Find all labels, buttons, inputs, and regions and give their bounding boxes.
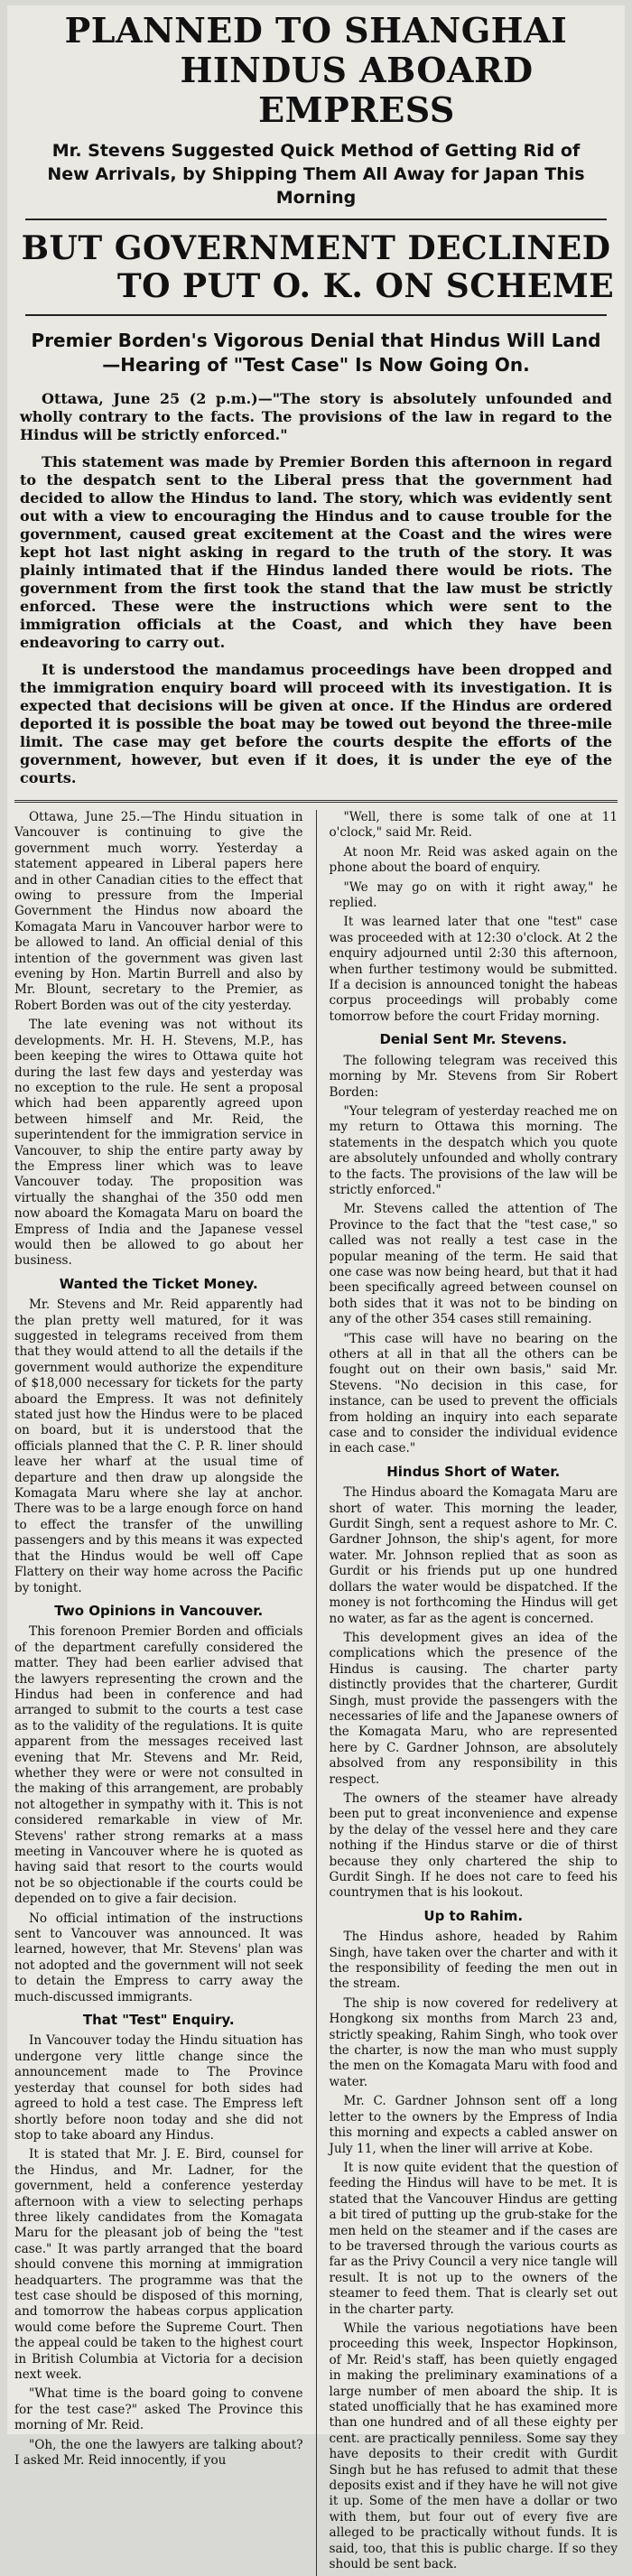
paragraph: It is now quite evident that the question of feeding the Hindus will have to be met. It is stated that the Vancouver Hindus are getting a bit tired of putting up the grub-stake for the men held on the steamer and if the cases are to be traversed through the various courts as far as the Privy Council a very nice tangle will result. It is not up to the owners of the steamer to feed them. That is clearly set out in the charter party. [329, 2160, 618, 2317]
column-left [14, 810, 303, 2576]
subhead: That "Test" Enquiry. [82, 2012, 235, 2029]
column-divider [316, 810, 317, 2576]
paragraph: This forenoon Premier Borden and officials of the department carefully considered the matter. They had been earlier advised that the lawyers representing the crown and the Hindus had been in conference and had arranged to submit to the courts a test case as to the validity of the regulations. It is quite apparent from the messages received last evening that Mr. Stevens and Mr. Reid, whether they were or were not consulted in the making of this arrangement, are probably not altogether in sympathy with it. This is not considered remarkable in view of Mr. Stevens' rather strong remarks at a mass meeting in Vancouver where he is quoted as having said that resort to the courts would not be so objectionable if the courts could be depended on to give a fair decision. [14, 1624, 303, 1907]
paragraph: This development gives an idea of the complications which the presence of the Hindus is causing. The charter party distinctly provides that the charterer, Gurdit Singh, must provide the passengers with the necessaries of life and the Japanese owners of the Komagata Maru, who are represented here by C. Gardner Johnson, are absolutely absolved from any responsibility in this respect. [329, 1630, 618, 1787]
paragraph: "What time is the board going to convene for the test case?" asked The Province this morning of Mr. Reid. [14, 2386, 303, 2433]
headline-4: TO PUT O. K. ON SCHEME [116, 267, 615, 305]
article-columns [14, 800, 618, 2576]
paragraph: "Your telegram of yesterday reached me on my return to Ottawa this morning. The statements in the despatch which you quote are absolutely unfounded and wholly contrary to the facts. The provisions of the law will be strictly enforced." [329, 1103, 618, 1197]
paragraph: No official intimation of the instructions sent to Vancouver was announced. It was learned, however, that Mr. Stevens' plan was not adopted and the government will not seek to detain the Empress to carry away the much-discussed immigrants. [14, 1911, 303, 2004]
lead-story [20, 390, 612, 787]
paragraph: At noon Mr. Reid was asked again on the phone about the board of enquiry. [329, 844, 618, 876]
paragraph: "We may go on with it right away," he replied. [329, 879, 618, 911]
paragraph: Ottawa, June 25.—The Hindu situation in Vancouver is continuing to give the government much worry. Yesterday a statement appeared in Liberal papers here and in other Canadian cities to the effect that owing to pressure from the Imperial Government the Hindus now aboard the Komagata Maru in Vancouver harbor were to be allowed to land. An official denial of this intention of the government was given last evening by Hon. Martin Burrell and also by Mr. Blount, secretary to the Premier, as Robert Borden was out of the city yesterday. [14, 810, 303, 1013]
column-right [330, 810, 618, 2576]
rule-1 [25, 219, 607, 220]
subhead: Denial Sent Mr. Stevens. [379, 1031, 567, 1048]
deck-1: Mr. Stevens Suggested Quick Method of Getting Rid of New Arrivals, by Shipping Them All Away for Japan This Morning [47, 141, 585, 208]
paragraph: Mr. Stevens and Mr. Reid apparently had the plan pretty well matured, for it was suggested in telegrams received from them that they would attend to all the details if the government would authorize the expenditure of $18,000 necessary for tickets for the party aboard the Empress. It was not definitely stated just how the Hindus were to be placed on board, but it is understood that the officials planned that the C. P. R. liner should leave her wharf at the usual time of departure and then draw up alongside the Komagata Maru where she lay at anchor. There was to be a large enough force on hand to effect the transfer of the unwilling passengers and by this means it was expected that the Hindus would be well off Cape Flattery on their way home across the Pacific by tonight. [14, 1297, 303, 1595]
paragraph: The Hindus ashore, headed by Rahim Singh, have taken over the charter and with it the responsibility of feeding the men out in the stream. [329, 1930, 618, 1992]
paragraph: "Well, there is some talk of one at 11 o'clock," said Mr. Reid. [329, 810, 618, 841]
subhead: Up to Rahim. [423, 1907, 524, 1924]
paragraph: Mr. Stevens called the attention of The Province to the fact that the "test case," so called was not really a test case in the popular meaning of the term. He said that one case was now being heard, but that it had been specifically agreed between counsel on both sides that it was not to be binding on any of the other 354 cases still remaining. [329, 1202, 618, 1327]
subhead: Hindus Short of Water. [386, 1463, 561, 1480]
paragraph: Mr. C. Gardner Johnson sent off a long letter to the owners by the Empress of India this morning and expects a cabled answer on July 11, when the liner will arrive at Kobe. [329, 2094, 618, 2156]
lead-paragraph: It is understood the mandamus proceedings have been dropped and the immigration enquiry board will proceed with its investigation. It is expected that decisions will be given at once. If the Hindus are ordered deported it is possible the boat may be towed out beyond the three-mile limit. The case may get before the courts despite the efforts of the government, however, but even if it does, it is under the eye of the courts. [20, 661, 612, 786]
paragraph: The following telegram was received this morning by Mr. Stevens from Sir Robert Borden: [329, 1053, 618, 1100]
subhead: Wanted the Ticket Money. [59, 1275, 258, 1292]
paragraph: The Hindus aboard the Komagata Maru are short of water. This morning the leader, Gurdit Singh, sent a request ashore to Mr. C. Gardner Johnson, the ship's agent, for more water. Mr. Johnson replied that as soon as Gurdit or his friends put up one hundred dollars the water would be dispatched. If the money is not forthcoming the Hindus will get no water, as far as the agent is concerned. [329, 1485, 618, 1626]
newspaper-page [7, 5, 625, 2572]
paragraph: It was learned later that one "test" case was proceeded with at 12:30 o'clock. At 2 the enquiry adjourned until 2:30 this afternoon, when further testimony would be submitted. If a decision is announced tonight the habeas corpus proceedings will probably come tomorrow before the court Friday morning. [329, 915, 618, 1024]
paragraph: While the various negotiations have been proceeding this week, Inspector Hopkinson, of Mr. Reid's staff, has been quietly engaged in making the preliminary examinations of a large number of men aboard the ship. It is stated unofficially that he has examined more than one hundred and of all these eighty per cent. are practically penniless. Some say they have deposits to their credit with Gurdit Singh but he has refused to admit that these deposits exist and if they have he will not give it up. Some of the men have a dollar or two with them, but four out of every five are alleged to be practically without funds. It is said, too, that this is public charge. If so they should be sent back. [329, 2320, 618, 2572]
headline-3: BUT GOVERNMENT DECLINED [21, 229, 611, 267]
lead-paragraph: This statement was made by Premier Borden this afternoon in regard to the despatch sent to the Liberal press that the government had decided to allow the Hindus to land. The story, which was evidently sent out with a view to encouraging the Hindus and to cause trouble for the government, caused great excitement at the Coast and the wires were kept hot last night asking in regard to the truth of the story. It was plainly intimated that if the Hindus landed there would be riots. The government from the first took the stand that the law must be strictly enforced. These were the instructions which were sent to the immigration officials at the Coast, and which they have been endeavoring to carry out. [20, 453, 612, 651]
paragraph: The late evening was not without its developments. Mr. H. H. Stevens, M.P., has been keeping the wires to Ottawa quite hot during the last few days and yesterday was no exception to the rule. He sent a proposal which had been apparently agreed upon between himself and Mr. Reid, the superintendent for the immigration service in Vancouver, to ship the entire party away by the Empress liner which was to leave Vancouver today. The proposition was virtually the shanghai of the 350 odd men now aboard the Komagata Maru on board the Empress of India and the Japanese vessel would then be allowed to go about her business. [14, 1018, 303, 1269]
paragraph: "This case will have no bearing on the others at all in that all the others can be fought out on their own basis," said Mr. Stevens. "No decision in this case, for instance, can be used to prevent the officials from holding an inquiry into each separate case and to consider the individual evidence in each case." [329, 1331, 618, 1456]
rule-2 [25, 314, 607, 316]
deck-2: Premier Borden's Vigorous Denial that Hindus Will Land—Hearing of "Test Case" Is Now Going On. [31, 330, 601, 376]
paragraph: "Oh, the one the lawyers are talking about? I asked Mr. Reid innocently, if you [14, 2437, 303, 2469]
paragraph: In Vancouver today the Hindu situation has undergone very little change since the announcement made to The Province yesterday that counsel for both sides had agreed to hold a test case. The Empress left shortly before noon today and she did not stop to take aboard any Hindus. [14, 2033, 303, 2143]
paragraph: The ship is now covered for redelivery at Hongkong six months from March 23 and, strictly speaking, Rahim Singh, who took over the charter, is now the man who must supply the men on the Komagata Maru with food and water. [329, 1995, 618, 2089]
paragraph: It is stated that Mr. J. E. Bird, counsel for the Hindus, and Mr. Ladner, for the government, held a conference yesterday afternoon with a view to selecting perhaps three likely candidates from the Komagata Maru for the pleasant job of being the "test case." It was partly arranged that the board should convene this morning at immigration headquarters. The programme was that the test case should be disposed of this morning, and tomorrow the habeas corpus application would come before the Supreme Court. Then the appeal could be taken to the highest court in British Columbia at Victoria for a decision next week. [14, 2147, 303, 2382]
paragraph: The owners of the steamer have already been put to great inconvenience and expense by the delay of the vessel here and they care nothing if the Hindus starve or die of thirst because they only chartered the ship to Gurdit Singh. If he does not care to feed his countrymen that is his lookout. [329, 1790, 618, 1901]
lead-paragraph: Ottawa, June 25 (2 p.m.)—"The story is absolutely unfounded and wholly contrary to the facts. The provisions of the law in regard to the Hindus will be strictly enforced." [20, 390, 612, 443]
subhead: Two Opinions in Vancouver. [54, 1602, 264, 1619]
headline-1: PLANNED TO SHANGHAI [64, 10, 568, 51]
headline-2: HINDUS ABOARD EMPRESS [180, 50, 534, 130]
